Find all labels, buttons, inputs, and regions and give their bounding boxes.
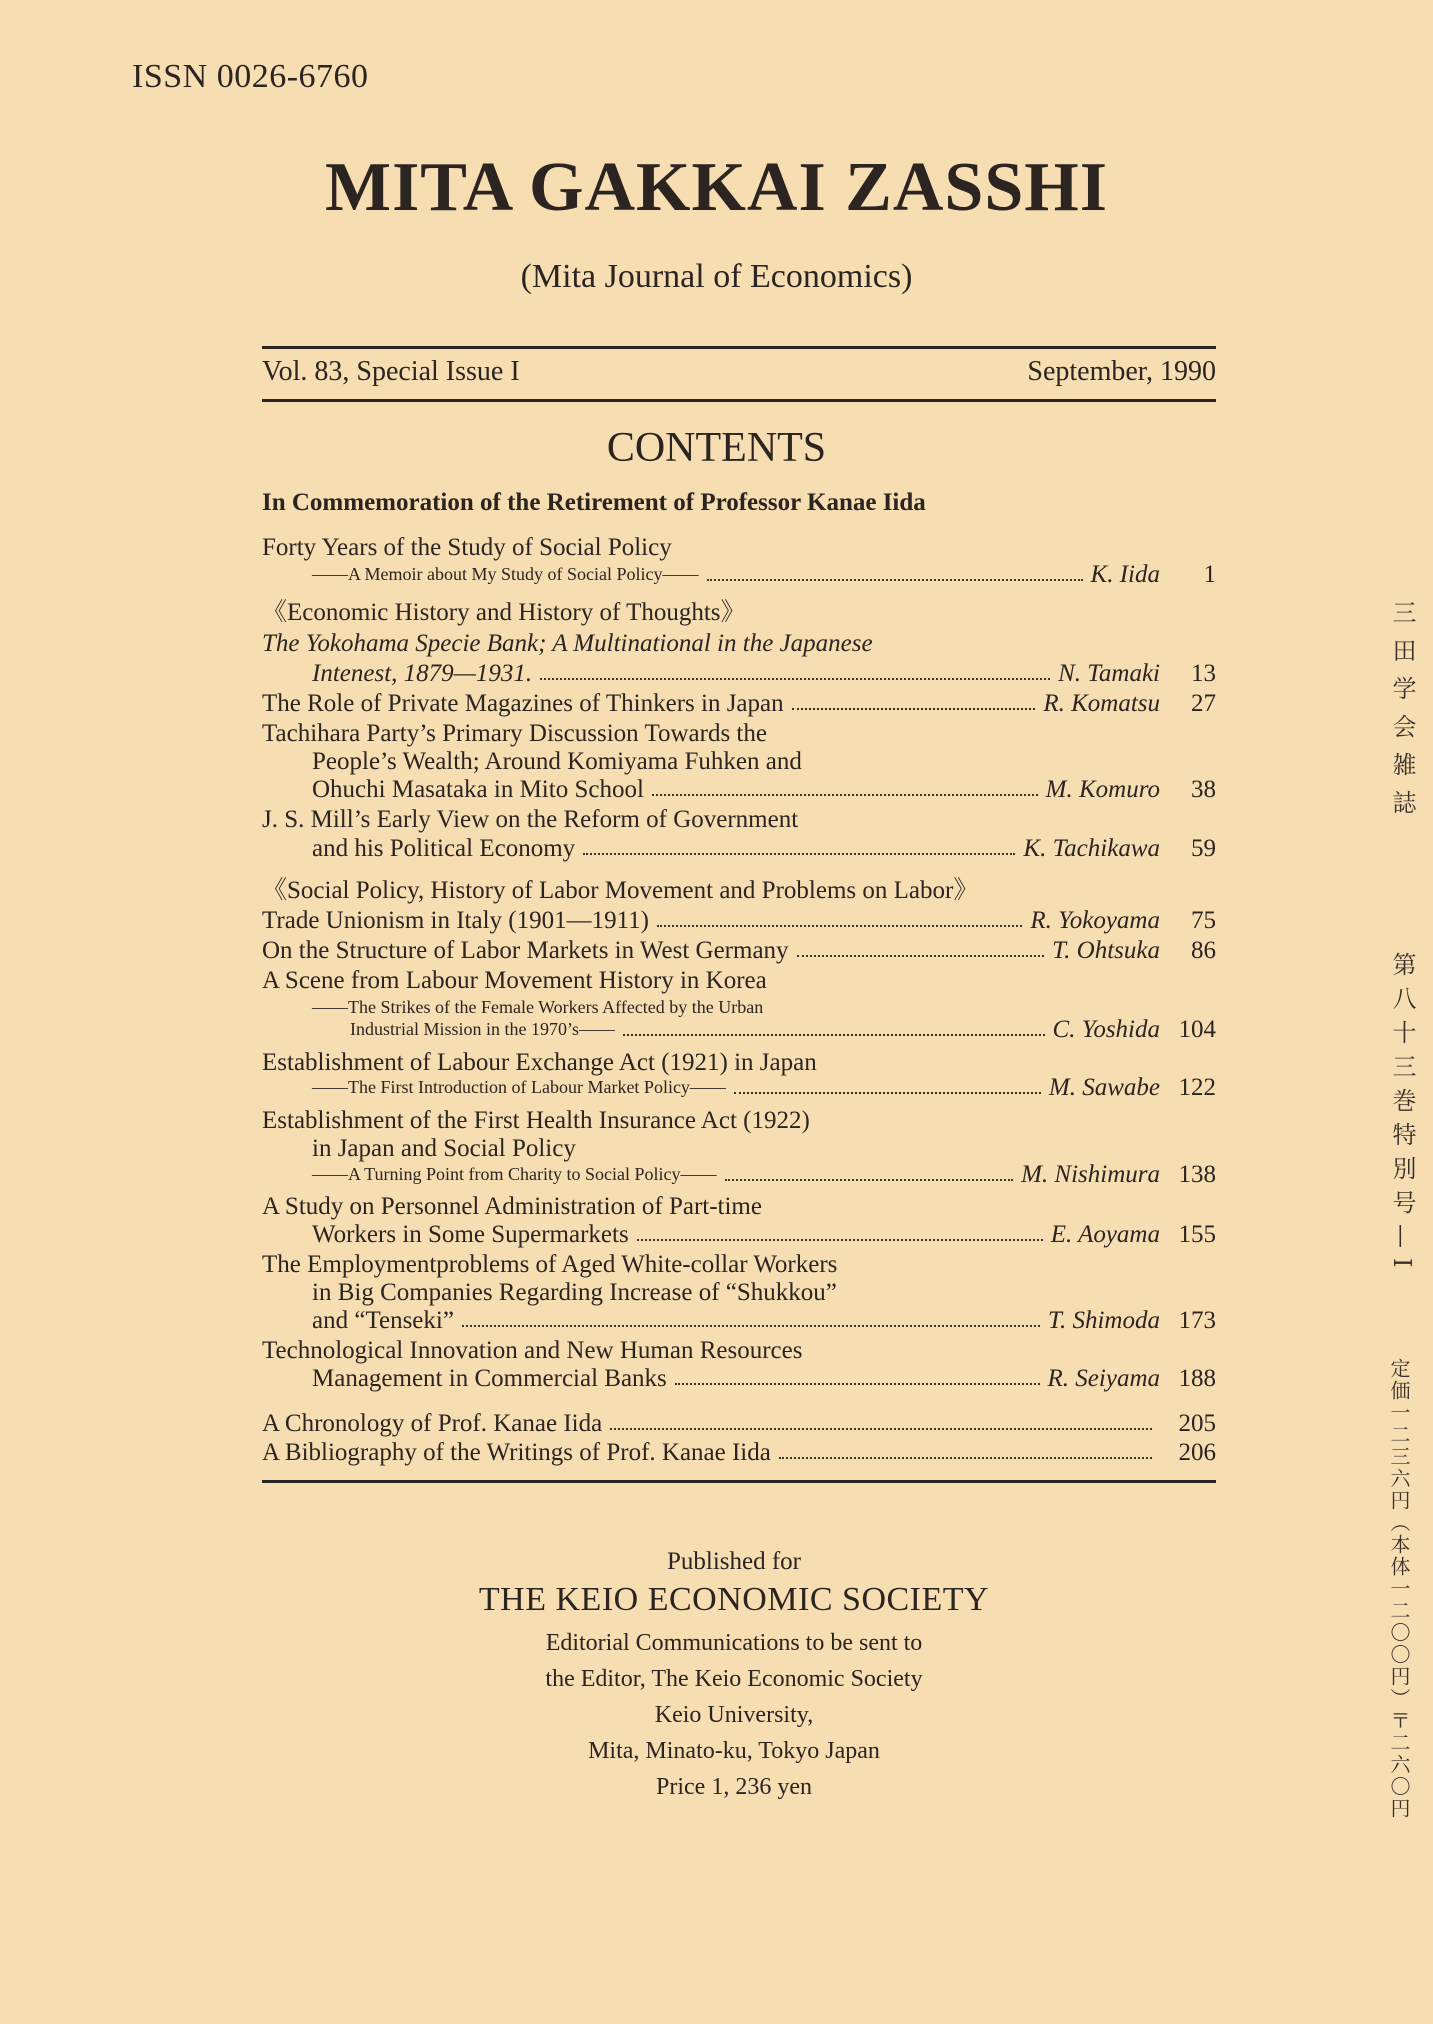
- toc-title-cont: Workers in Some Supermarkets: [312, 1221, 629, 1248]
- toc-author: K. Iida: [1090, 561, 1160, 588]
- toc-author: T. Ohtsuka: [1052, 937, 1160, 964]
- journal-title: MITA GAKKAI ZASSHI: [325, 149, 1108, 226]
- toc-entry-title: Technological Innovation and New Human Resources: [262, 1337, 803, 1364]
- contents-heading: CONTENTS: [606, 425, 827, 471]
- toc-page: 206: [1178, 1439, 1216, 1466]
- toc-title-cont: and “Tenseki”: [312, 1307, 454, 1334]
- toc-author: N. Tamaki: [1058, 660, 1160, 687]
- issn: ISSN 0026-6760: [132, 58, 369, 95]
- toc-entry-line: [262, 906, 1216, 935]
- toc-entry-line: [262, 1306, 1216, 1335]
- spine-title-jp: 三田学会雑誌: [1388, 600, 1416, 828]
- toc-author: R. Seiyama: [1047, 1365, 1160, 1392]
- toc-page: 86: [1191, 937, 1216, 964]
- publisher-address-line: Keio University,: [654, 1702, 814, 1728]
- toc-author: M. Komuro: [1045, 776, 1160, 803]
- leader-dots: [779, 1456, 1152, 1459]
- leader-dots: [540, 677, 1050, 680]
- toc-page: 1: [1203, 561, 1216, 588]
- toc-subtitle: ——The Strikes of the Female Workers Affected by the Urban: [312, 997, 764, 1017]
- toc-title-cont: Ohuchi Masataka in Mito School: [312, 776, 644, 803]
- toc-entry-title: J. S. Mill’s Early View on the Reform of Government: [262, 806, 799, 833]
- toc-page: 59: [1191, 835, 1216, 862]
- toc-subtitle: ——The First Introduction of Labour Market Policy——: [312, 1077, 726, 1097]
- leader-dots: [610, 1427, 1152, 1430]
- toc-entry-title: A Scene from Labour Movement History in Korea: [262, 967, 767, 994]
- toc-page: 173: [1178, 1307, 1216, 1334]
- leader-dots: [707, 578, 1083, 581]
- leader-dots: [675, 1382, 1040, 1385]
- toc-page: 27: [1191, 690, 1216, 717]
- toc-entry-title-cont: in Japan and Social Policy: [312, 1135, 576, 1162]
- leader-dots: [637, 1238, 1043, 1241]
- leader-dots: [657, 924, 1022, 927]
- toc-title-cont: Management in Commercial Banks: [312, 1365, 667, 1392]
- toc-author: C. Yoshida: [1052, 1016, 1160, 1043]
- toc-title: A Chronology of Prof. Kanae Iida: [262, 1410, 603, 1437]
- toc-entry-title-cont: People’s Wealth; Around Komiyama Fuhken and: [312, 748, 802, 775]
- toc-title: Trade Unionism in Italy (1901—1911): [262, 907, 650, 934]
- toc-author: R. Komatsu: [1043, 690, 1160, 717]
- commemoration-heading: In Commemoration of the Retirement of Professor Kanae Iida: [262, 489, 926, 516]
- toc-entry-title: Establishment of Labour Exchange Act (1921) in Japan: [262, 1049, 817, 1076]
- volume-label: Vol. 83, Special Issue I: [262, 356, 520, 387]
- toc-title: The Role of Private Magazines of Thinkers in Japan: [262, 690, 784, 717]
- toc-author: T. Shimoda: [1047, 1307, 1160, 1334]
- section-heading: 《Social Policy, History of Labor Movement and Problems on Labor》: [262, 877, 979, 904]
- toc-entry-line: [262, 1409, 1216, 1438]
- toc-entry-title: The Employmentproblems of Aged White-collar Workers: [262, 1251, 838, 1278]
- toc-entry-title: Tachihara Party’s Primary Discussion Towards the: [262, 720, 767, 747]
- journal-subtitle: (Mita Journal of Economics): [520, 258, 913, 295]
- publisher-address-line: Editorial Communications to be sent to: [545, 1630, 923, 1656]
- toc-author: E. Aoyama: [1050, 1221, 1160, 1248]
- leader-dots: [462, 1324, 1040, 1327]
- leader-dots: [725, 1178, 1014, 1181]
- toc-page: 188: [1178, 1365, 1216, 1392]
- spine-volume-jp: 第八十三巻特別号—I: [1388, 952, 1416, 1278]
- leader-dots: [652, 793, 1038, 796]
- leader-dots: [797, 954, 1045, 957]
- toc-entry-line: [262, 834, 1216, 863]
- toc-subtitle: ——A Memoir about My Study of Social Policy——: [312, 564, 699, 584]
- toc-page: 155: [1178, 1221, 1216, 1248]
- issue-date: September, 1990: [1027, 356, 1216, 387]
- toc-subtitle-cont: Industrial Mission in the 1970’s——: [350, 1019, 615, 1039]
- toc-page: 104: [1178, 1016, 1216, 1043]
- toc-author: R. Yokoyama: [1030, 907, 1160, 934]
- leader-dots: [623, 1033, 1045, 1036]
- toc-entry-line: [262, 1073, 1216, 1102]
- toc-author: M. Nishimura: [1021, 1161, 1160, 1188]
- publisher-name: THE KEIO ECONOMIC SOCIETY: [478, 1581, 990, 1618]
- toc-entry-line: [262, 659, 1216, 688]
- leader-dots: [583, 852, 1015, 855]
- toc-entry-title-cont: in Big Companies Regarding Increase of “Shukkou”: [312, 1279, 837, 1306]
- toc-author: M. Sawabe: [1048, 1074, 1160, 1101]
- toc-entry-line: [262, 775, 1216, 804]
- toc-title: On the Structure of Labor Markets in West Germany: [262, 937, 789, 964]
- top-rule: [262, 346, 1216, 349]
- toc-subtitle: ——A Turning Point from Charity to Social Policy——: [312, 1164, 717, 1184]
- toc-author: K. Tachikawa: [1023, 835, 1160, 862]
- toc-entry-line: [262, 1160, 1216, 1189]
- toc-entry-line: [262, 1220, 1216, 1249]
- price-label: Price 1, 236 yen: [656, 1774, 812, 1800]
- published-for-label: Published for: [666, 1548, 802, 1575]
- toc-entry-line: [262, 1438, 1216, 1467]
- toc-entry-line: [262, 1364, 1216, 1393]
- toc-page: 13: [1191, 660, 1216, 687]
- leader-dots: [792, 707, 1036, 710]
- toc-entry-title: Establishment of the First Health Insurance Act (1922): [262, 1107, 810, 1134]
- toc-page: 138: [1178, 1161, 1216, 1188]
- leader-dots: [734, 1091, 1041, 1094]
- publisher-address-line: Mita, Minato-ku, Tokyo Japan: [588, 1738, 880, 1764]
- toc-title-cont: and his Political Economy: [312, 835, 576, 862]
- toc-title-cont: Intenest, 1879—1931.: [312, 660, 533, 687]
- toc-entry-title: A Study on Personnel Administration of Part-time: [262, 1193, 762, 1220]
- toc-entry-line: [262, 560, 1216, 589]
- spine-price-jp: 定価一二三六円（本体一二〇〇円）〒二六〇円: [1387, 1358, 1411, 1820]
- toc-entry-line: [262, 936, 1216, 965]
- toc-page: 122: [1178, 1074, 1216, 1101]
- toc-entry-title: Forty Years of the Study of Social Policy: [262, 534, 672, 561]
- section-heading: 《Economic History and History of Thoughts》: [262, 599, 746, 626]
- publisher-address-line: the Editor, The Keio Economic Society: [545, 1666, 923, 1692]
- toc-page: 38: [1191, 776, 1216, 803]
- toc-entry-line: [262, 689, 1216, 718]
- toc-entry-title: The Yokohama Specie Bank; A Multinational in the Japanese: [262, 630, 873, 657]
- contents-end-rule: [262, 1480, 1216, 1483]
- header-rule: [262, 399, 1216, 402]
- toc-entry-line: [262, 1015, 1216, 1044]
- toc-page: 205: [1178, 1410, 1216, 1437]
- toc-title: A Bibliography of the Writings of Prof. Kanae Iida: [262, 1439, 771, 1466]
- toc-page: 75: [1191, 907, 1216, 934]
